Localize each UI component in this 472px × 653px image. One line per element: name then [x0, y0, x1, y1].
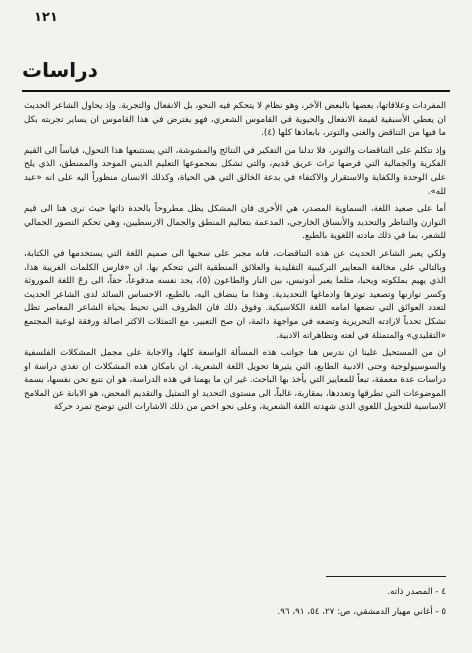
- footnote: ٥ - أغاني مهيار الدمشقي، ص: ٢٧، ٥٤، ٩١، ٩٦.: [277, 607, 446, 617]
- paragraph: أما على صعيد اللغة، السماوية المصدر، هي الأخرى فان المشكل يظل مطروحاً بالحدة ذاتها حيث نرى هنا الى قيم التوازن والتناظر والتحديد والأنساق الخارجي، المدعمة بتعاليم المنطق والجمال الارسطيين، وهي تحكم التصور الجمالي للشعر، بما في ذلك مادته اللغوية بالطبع.: [24, 204, 446, 242]
- page-number: ١٢١: [34, 10, 58, 25]
- footnotes: [24, 582, 446, 622]
- title-divider: [22, 90, 450, 92]
- footnote: ٤ - المصدر ذاته.: [387, 587, 446, 597]
- body-text: [24, 100, 446, 419]
- paragraph: وإذ نتكلم على التناقضات والتوتر، فلا تدلنا من التفكير في النتائج والمشوشة، التي يستتبعها هذا التحول، قياساً الى القيم الفكرية والجمالية التي فرضها تراث عريق قديم، والتي تشكل بمجموعها التعليم الديني الموحد والممنطق، الذي يلح على الوحدة والكفاية والاستقرار والاكتفاء في بدعة الخالق التي هي الحياة، وكذلك الانسان منظوراً اليه على انه «عبد لله».: [24, 145, 446, 197]
- paragraph: ولكي يعبر الشاعر الحديث عن هذه التناقضات، فانه مجبر على سحبها الى صميم اللغة التي يستخدمها في الكتابة، وبالتالي على مخالفة المعايير التركيبية التقليدية والعلائق المنطقية التي تتحكم بها. ان «فارس الكلمات الغريبة هذا، الذي يهيم بملكوته ويحيا، مثلما يعبر أدونيس، بين النار والطاعون (٥)، يجد نفسه مدفوعاً، حقاً، الى رجّ اللغة الموروثة وكسر توازنها وتصعيد توترها وادماغها التحديدية. وهذا ما ينضاف اليه، بالطبع، الاحساس السائد لدى الشاعر الحديث لتعدد العوائق التي تضعها امامه اللغة الكلاسيكية. وفوق ذلك فان الظروف التي تحيط بحياة الشاعر المعاصر تظل تشكل تحدياً لارادته التحريرية وتضعه في مواجهة دائمة، ان صح التعبير، مع التمثلات الاكثر اصالة ورفقة لوعية المجتمع «التقليدي» والمتمثلة في لغته وتظاهراته الادبية.: [24, 248, 446, 341]
- footnote-divider: [326, 576, 446, 577]
- paragraph: ان من المستحيل علينا ان ندرس هنا جوانب هذه المسألة الواسعة كلها، والاجابة على مجمل المشكلات الفلسفية والسوسيولوجية وحتى الادبية الطابع، التي يثيرها تحويل اللغة الشعرية. ان بامكان هذه المشكلات ان تغذي دراسة او دراسات عدة معمقة، تبعاً للمعايير التي يأخذ بها الباحث. غير ان ما يهمنا في هذه الدراسة، هو ان نتبع نحن نفسها، بسمة الموضوعات التي تطرقها وتعددها، بمقاربة، غالباً، الى مستوى التحديد او التمثيل والتقديم المحض، هو الابانة عن الملامح الاساسية للتحويل اللغوي الذي شهدته اللغة الشعرية، وعلى نحو اخص من ذلك الاشارات التي توضح تمرد حركة: [24, 348, 446, 413]
- section-title: دراسات: [22, 58, 98, 82]
- paragraph: المفردات وعلاقاتها، بعضها بالبعض الآخر، وهو نظام لا يتحكم فيه النحو، بل الانفعال والتجربة. وإذ يحاول الشاعر الحديث ان يعطي الأسبقية لقيمة الانفعال والحيوية في القاموس الشعري، فهو يفترض في هذا القاموس ان يساير تجربته بكل ما فيها من التناقض والغنى والتوتر، بابعادها كلها (٤).: [24, 101, 446, 139]
